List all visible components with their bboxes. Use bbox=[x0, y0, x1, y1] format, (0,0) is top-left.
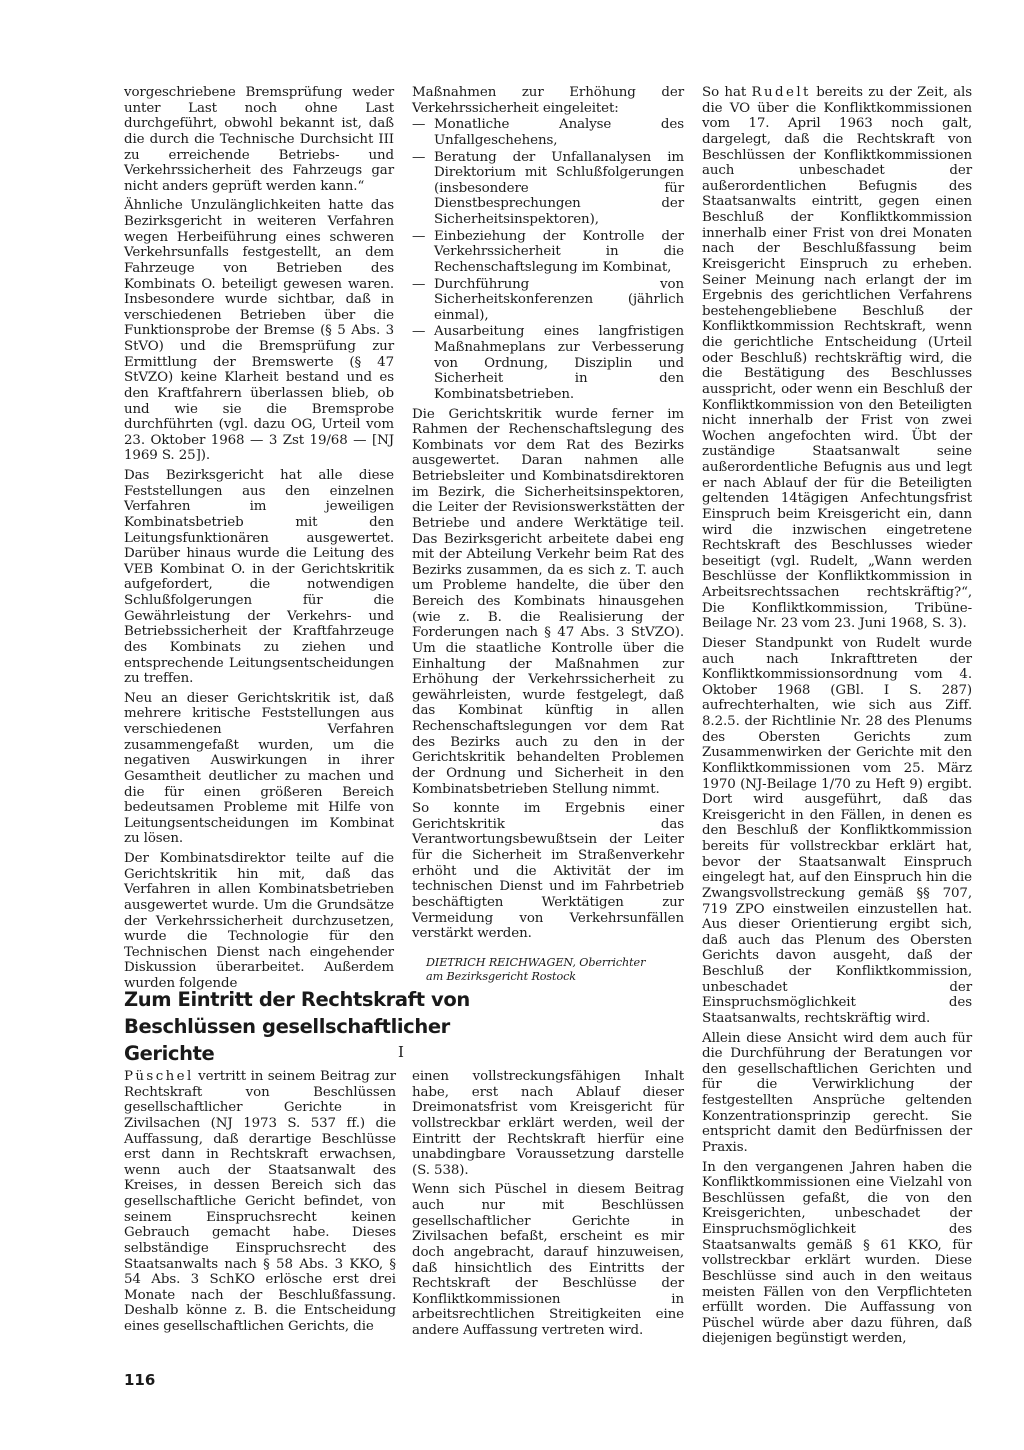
paragraph: Wenn sich Püschel in diesem Beitrag auch nur mit Beschlüssen gesellschaftlicher Gerichte in Zivilsachen befaßt, erscheint es mir doch angebracht, darauf hinzuweisen, daß hinsichtlich des Eintritts der Rechtskraft der Beschlüsse der Konfliktkommissionen in arbeitsrechtlichen Streitigkeiten eine andere Auffassung vertreten wird. bbox=[412, 1182, 684, 1338]
section-numeral: I bbox=[398, 1043, 404, 1061]
paragraph: Dieser Standpunkt von Rudelt wurde auch nach Inkrafttreten der Konfliktkommissionsordnung vom 4. Oktober 1968 (GBl. I S. 287) aufrechterhalten, wie sich aus Ziff. 8.2.5. der Richtlinie Nr. 28 des Plenums des Obersten Gerichts zum Zusammenwirken der Gerichte mit den Konfliktkommissionen vom 25. März 1970 (NJ-Beilage 1/70 zu Heft 9) ergibt. Dort wird ausgeführt, daß das Kreisgericht in den Fällen, in denen es den Beschluß der Konfliktkommission bereits für vollstreckbar erklärt hat, bevor der Staatsanwalt Einspruch eingelegt hat, auf den Einspruch hin die Zwangsvollstreckung gemäß §§ 707, 719 ZPO einstweilen einzustellen hat. Aus dieser Orientierung ergibt sich, daß auch das Plenum des Obersten Gerichts davon ausgeht, daß der Beschluß der Konfliktkommission, unbeschadet der Einspruchsmöglichkeit des Staatsanwalts, rechtskräftig wird. bbox=[702, 635, 972, 1026]
article-heading: Zum Eintritt der Rechtskraft von Beschlüssen gesellschaftlicher Gerichte bbox=[124, 988, 470, 1065]
list-item: — Monatliche Analyse des Unfallgeschehens, bbox=[412, 117, 684, 148]
column-1 bbox=[124, 85, 394, 996]
paragraph: vorgeschriebene Bremsprüfung weder unter Last noch ohne Last durchgeführt, obwohl bekannt ist, daß die durch die Technische Durchsicht III zu erreichende Betriebs- und Verkehrssicherheit des Fahrzeugs gar nicht anders geprüft werden kann.“ bbox=[124, 85, 394, 194]
list-item: — Durchführung von Sicherheitskonferenzen (jährlich einmal), bbox=[412, 277, 684, 324]
paragraph bbox=[702, 85, 972, 632]
paragraph: In den vergangenen Jahren haben die Konfliktkommissionen eine Vielzahl von Beschlüssen gefaßt, die von den Kreisgerichten, unbeschadet der Einspruchsmöglichkeit des Staatsanwalts gemäß § 61 KKO, für vollstreckbar erklärt wurden. Diese Beschlüsse sind auch in den weitaus meisten Fällen von den Verpflichteten erfüllt worden. Die Auffassung von Püschel würde aber dazu führen, daß diejenigen begünstigt werden, bbox=[702, 1159, 972, 1347]
lower-column-2 bbox=[412, 1069, 684, 1343]
author-signature bbox=[426, 956, 684, 984]
paragraph: Allein diese Ansicht wird dem auch für die Durchführung der Beratungen vor den gesellschaftlichen Gerichten und für die Verwirklichung der festgestellten Ansprüche geltenden Konzentrationsprinzip gerecht. Sie entspricht damit den Bedürfnissen der Praxis. bbox=[702, 1030, 972, 1155]
text-fragment: bereits zu der Zeit, als die VO über die Konfliktkommissionen vom 17. April 1963 noch galt, dargelegt, daß die Rechtskraft von Beschlüssen der Konfliktkommissionen auch unbeschadet der außerordentlichen Befugnis des Staatsanwalts eintritt, gegen einen Beschluß der Konfliktkommission innerhalb einer Frist von drei Monaten nach der Beschlußfassung beim Kreisgericht Einspruch zu erheben. Seiner Meinung nach erlangt der im Ergebnis des gerichtlichen Verfahrens bestehengebliebene Beschluß der Konfliktkommission Rechtskraft, wenn die gerichtliche Entscheidung (Urteil oder Beschluß) rechtskräftig wird, die die Bestätigung des Beschlusses ausspricht, oder wenn ein Beschluß der Konfliktkommission von den Beteiligten nicht innerhalb der Frist von zwei Wochen angefochten wird. Übt der zuständige Staatsanwalt seine außerordentliche Befugnis aus und legt er nach Ablauf der für die Beteiligten geltenden 14tägigen Anfechtungsfrist Einspruch beim Kreisgericht ein, dann wird die inzwischen eingetretene Rechtskraft des Beschlusses wieder beseitigt (vgl. Rudelt, „Wann werden Beschlüsse der Konfliktkommission in Arbeitsrechtssachen rechtskräftig?“, Die Konfliktkommission, Tribüne-Beilage Nr. 23 vom 23. Juni 1968, S. 3). bbox=[702, 85, 972, 632]
paragraph: Neu an dieser Gerichtskritik ist, daß mehrere kritische Feststellungen aus verschiedenen Verfahren zusammengefaßt wurden, um die negativen Auswirkungen in ihrer Gesamtheit deutlicher zu machen und die für einen größeren Bereich bedeutsamen Probleme mit Hilfe von Leitungsentscheidungen im Kombinat zu lösen. bbox=[124, 690, 394, 847]
paragraph: einen vollstreckungsfähigen Inhalt habe, erst nach Ablauf dieser Dreimonatsfrist vom Kreisgericht für vollstreckbar erklärt werden, weil der Eintritt der Rechtskraft hierfür eine unabdingbare Voraussetzung darstelle (S. 538). bbox=[412, 1069, 684, 1178]
paragraph: So konnte im Ergebnis einer Gerichtskritik das Verantwortungsbewußtsein der Leiter für die Sicherheit im Straßenverkehr erhöht und die Aktivität der im technischen Dienst und im Fahrbetrieb beschäftigten Werktätigen zur Vermeidung von Verkehrsunfällen verstärkt werden. bbox=[412, 801, 684, 942]
list-item: — Ausarbeitung eines langfristigen Maßnahmeplans zur Verbesserung von Ordnung, Disziplin und Sicherheit in den Kombinatsbetrieben. bbox=[412, 324, 684, 402]
paragraph: Der Kombinatsdirektor teilte auf die Gerichtskritik hin mit, daß das Verfahren in allen Kombinatsbetrieben ausgewertet wurde. Um die Grundsätze der Verkehrssicherheit durchzusetzen, wurde die Technologie für den Technischen Dienst nach eingehender Diskussion überarbeitet. Außerdem wurden folgende bbox=[124, 851, 394, 991]
text-fragment: So hat bbox=[702, 85, 747, 100]
paragraph: Das Bezirksgericht hat alle diese Feststellungen aus den einzelnen Verfahren im jeweiligen Kombinatsbetrieb mit den Leitungsfunktionären ausgewertet. Darüber hinaus wurde die Leitung des VEB Kombinat O. in der Gerichtskritik aufgefordert, die notwendigen Schlußfolgerungen für die Gewährleistung der Verkehrs- und Betriebssicherheit der Kraftfahrzeuge des Kombinats zu ziehen und entsprechende Leitungsentscheidungen zu treffen. bbox=[124, 468, 394, 687]
signature-line: am Bezirksgericht Rostock bbox=[426, 969, 576, 983]
paragraph: Maßnahmen zur Erhöhung der Verkehrssicherheit eingeleitet: bbox=[412, 85, 684, 116]
author-name: Rudelt bbox=[751, 85, 811, 100]
column-2 bbox=[412, 85, 684, 984]
column-3 bbox=[702, 85, 972, 1351]
list-item: — Beratung der Unfallanalysen im Direktorium mit Schlußfolgerungen (insbesondere für Dienstbesprechungen der Sicherheitsinspektoren), bbox=[412, 150, 684, 228]
measures-list bbox=[412, 117, 684, 402]
author-name: Püschel bbox=[124, 1069, 194, 1084]
page-number: 116 bbox=[124, 1371, 156, 1389]
paragraph bbox=[124, 1069, 396, 1335]
paragraph: Die Gerichtskritik wurde ferner im Rahmen der Rechenschaftslegung des Kombinats vor dem Rat des Bezirks ausgewertet. Daran nahmen alle Betriebsleiter und Kombinatsdirektoren im Bezirk, die Sicherheitsinspektoren, die Leiter der Revisionswerkstätten der Betriebe und andere Werktätige teil. Das Bezirksgericht arbeitete dabei eng mit der Abteilung Verkehr beim Rat des Bezirks zusammen, da es sich z. T. auch um Probleme handelte, die über den Bereich des Kombinats hinausgehen (wie z. B. die Realisierung der Forderungen nach § 47 Abs. 3 StVZO). Um die staatliche Kontrolle über die Einhaltung der Maßnahmen zur Erhöhung der Verkehrssicherheit zu gewährleisten, wurde festgelegt, daß das Kombinat künftig in allen Rechenschaftslegungen vor dem Rat des Bezirks auch zu den in der Gerichtskritik behandelten Problemen der Ordnung und Sicherheit in den Kombinatsbetrieben Stellung nimmt. bbox=[412, 406, 684, 797]
signature-line: DIETRICH REICHWAGEN, Oberrichter bbox=[426, 955, 646, 969]
lower-column-1 bbox=[124, 1069, 396, 1339]
list-item: — Einbeziehung der Kontrolle der Verkehrssicherheit in die Rechenschaftslegung im Kombinat, bbox=[412, 229, 684, 276]
paragraph: Ähnliche Unzulänglichkeiten hatte das Bezirksgericht in weiteren Verfahren wegen Herbeiführung eines schweren Verkehrsunfalls festgestellt, an dem Fahrzeuge von Betrieben des Kombinats O. beteiligt gewesen waren. Insbesondere wurde sichtbar, daß in verschiedenen Betrieben über die Funktionsprobe der Bremse (§ 5 Abs. 3 StVO) und die Bremsprüfung zur Ermittlung der Bremswerte (§ 47 StVZO) keine Klarheit bestand und es den Kraftfahrern überlassen blieb, ob und wie sie die Bremsprobe durchführten (vgl. dazu OG, Urteil vom 23. Oktober 1968 — 3 Zst 19/68 — [NJ 1969 S. 25]). bbox=[124, 198, 394, 464]
text-fragment: vertritt in seinem Beitrag zur Rechtskraft von Beschlüssen gesellschaftlicher Gerichte in Zivilsachen (NJ 1973 S. 537 ff.) die Auffassung, daß derartige Beschlüsse erst dann in Rechtskraft erwachsen, wenn auch der Staatsanwalt des Kreises, in dessen Bereich sich das gesellschaftliche Gericht befindet, von seinem Einspruchsrecht keinen Gebrauch gemacht habe. Dieses selbständige Einspruchsrecht des Staatsanwalts nach § 58 Abs. 3 KKO, § 54 Abs. 3 SchKO erlösche erst drei Monate nach der Beschlußfassung. Deshalb könne z. B. die Entscheidung eines gesellschaftlichen Gerichts, die bbox=[124, 1069, 396, 1334]
